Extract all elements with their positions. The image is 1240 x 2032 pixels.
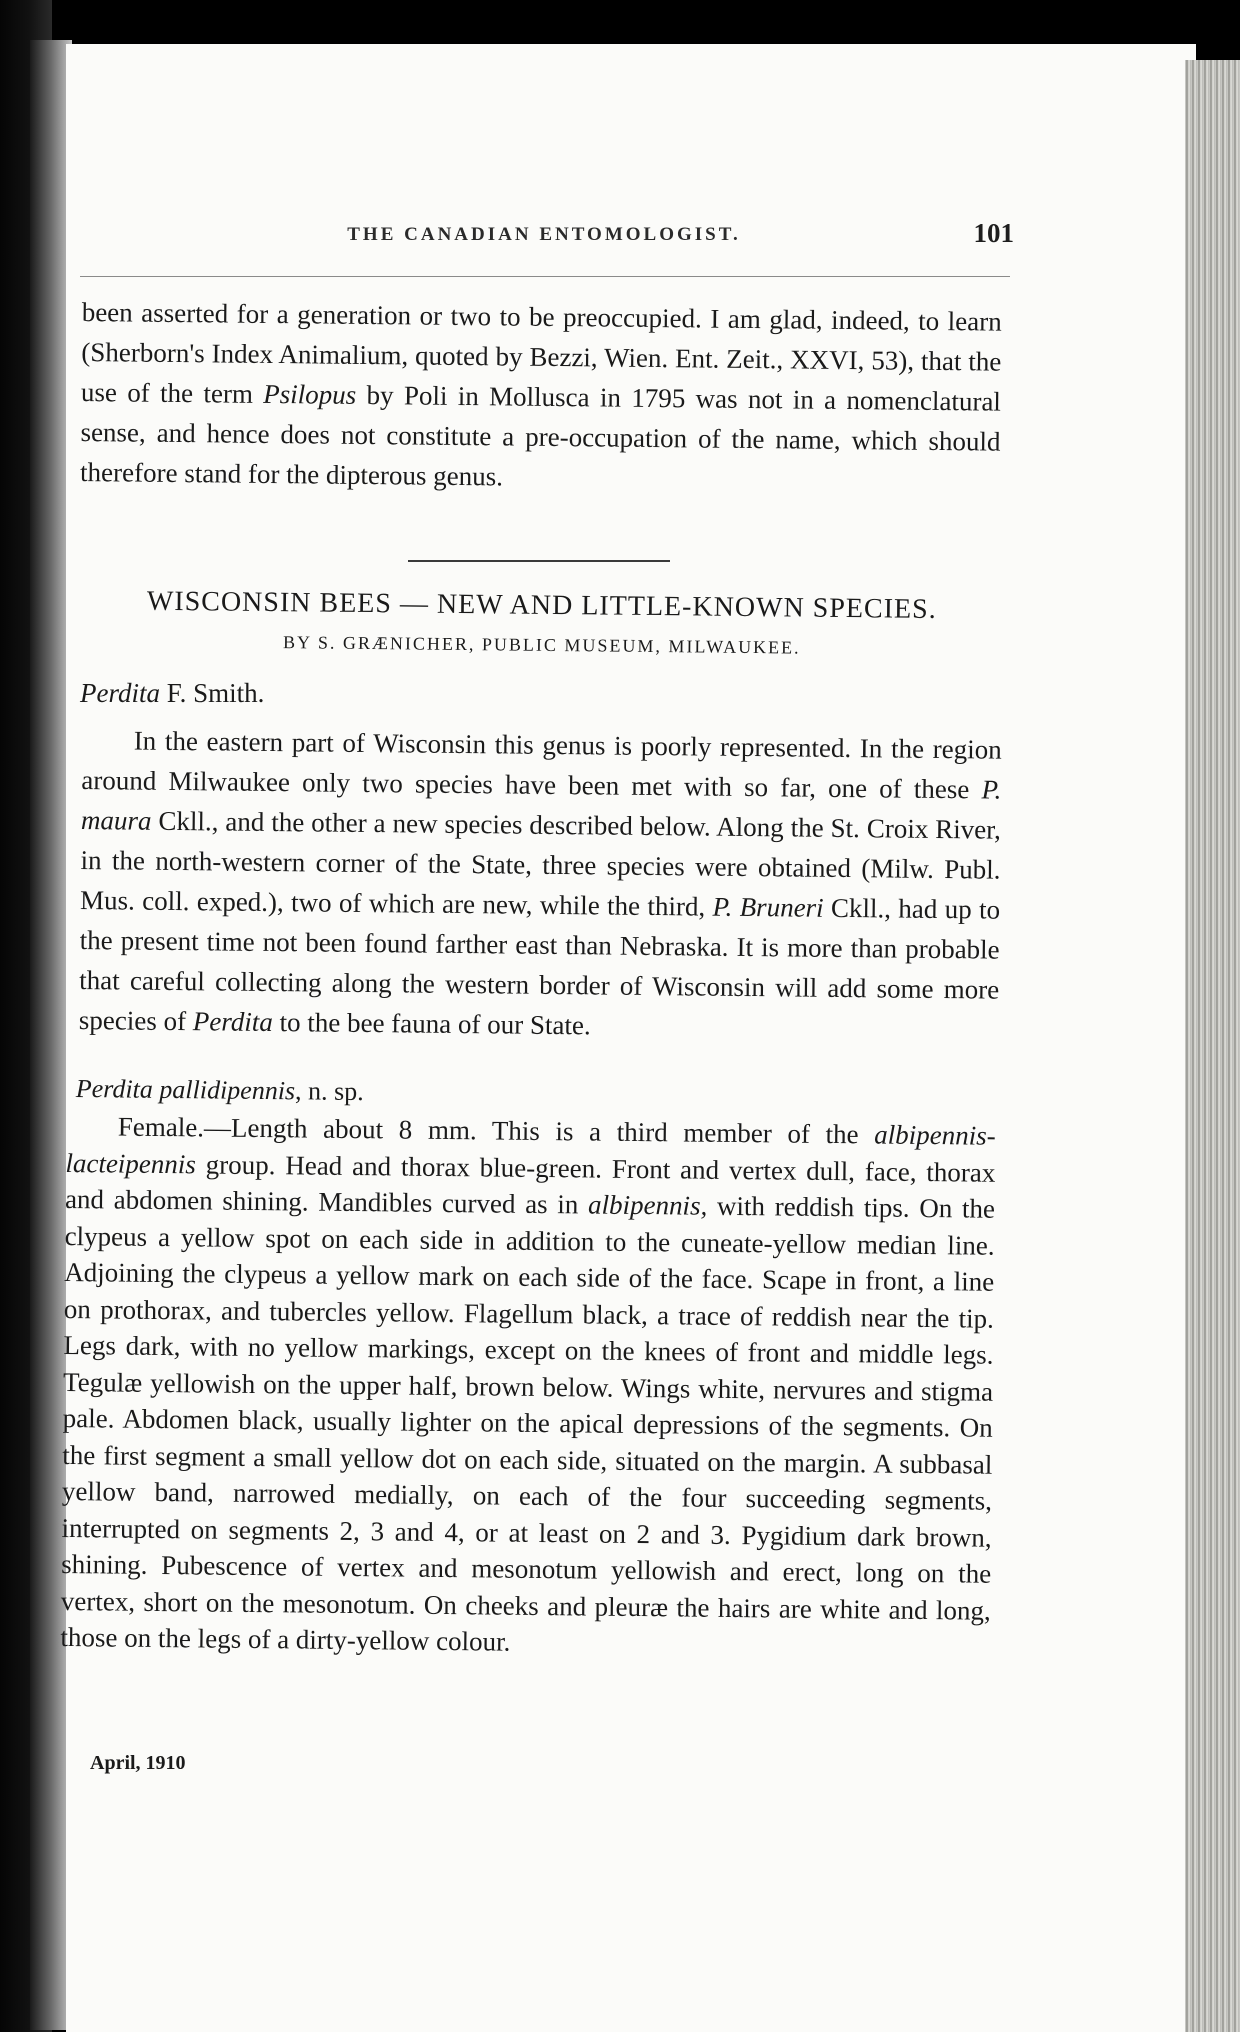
text-run: with reddish tips. On the clypeus a yellow spot on each side in addition to the cuneate-yellow median line. Adjoining the clypeus a yellow mark on each side of the face. Scape in front, a line on prothorax, and tubercles yellow. Flagellum black, a trace of reddish near the tip. Legs dark, with no yellow markings, except on the knees of front and middle legs. Tegulæ yellowish on the upper half, brown below. Wings white, nervures and stigma pale. Abdomen black, usually lighter on the apical depressions of the segments. On the first segment a small yellow dot on each side, situated on the margin. A subbasal yellow band, narrowed medially, on each of the four succeeding segments, interrupted on segments 2, 3 and 4, or at least on 2 and 3. Pygidium dark brown, shining. Pubescence of vertex and mesonotum yellowish and erect, long on the vertex, short on the mesonotum. On cheeks and pleuræ the hairs are white and long, those on the legs of a dirty-yellow colour. [60, 1190, 996, 1657]
article-byline: BY S. GRÆNICHER, PUBLIC MUSEUM, MILWAUKEE. [283, 632, 801, 658]
text-run: Ckll., and the other a new species described below. Along the St. Croix River, in the north-western corner of the State, three species were obtained (Milw. Publ. Mus. coll. exped.), two of which are new, while the third, [79, 805, 1002, 922]
genus-name: Perdita [80, 678, 160, 708]
text-run: to the bee fauna of our State. [272, 1007, 591, 1041]
text-run: Ckll., had up to the present time not been found farther east than Nebraska. It is more than probable that careful collecting along the western border of Wisconsin will add some more species of [78, 892, 1001, 1037]
italic-species: P. Bruneri [712, 891, 824, 923]
species-heading [76, 1074, 364, 1107]
text-run: In the eastern part of Wisconsin this genus is poorly represented. In the region around Milwaukee only two species have been met with so far, one of these [81, 725, 1002, 805]
italic-group: albipennis-lacteipennis [65, 1119, 996, 1179]
intro-paragraph [80, 292, 1002, 502]
text-run: group. Head and thorax blue-green. Front and vertex dull, face, thorax and abdomen shining. Mandibles curved as in [64, 1148, 996, 1220]
species-name: Perdita pallidipennis [75, 1074, 296, 1106]
section-divider [408, 560, 670, 562]
species-description [60, 1108, 996, 1665]
running-header [74, 212, 1014, 252]
journal-title: THE CANADIAN ENTOMOLOGIST. [347, 224, 741, 245]
genus-heading [80, 678, 264, 709]
text-run: Female.—Length about 8 mm. This is a third member of the [117, 1111, 875, 1150]
species-note: , n. sp. [294, 1076, 364, 1107]
italic-species: albipennis, [587, 1189, 708, 1221]
intro-text-part: been asserted for a generation or two to be preoccupied. I am glad, indeed, to learn (Sherborn's Index Animalium, quoted by Bezzi, Wien. Ent. Zeit., XXVI, 53), that the use of the term [80, 296, 1002, 409]
article-title: WISCONSIN BEES — NEW AND LITTLE-KNOWN SPECIES. [146, 585, 937, 625]
italic-species: P. maura [80, 774, 1002, 836]
genus-paragraph [79, 720, 1002, 1050]
italic-term: Psilopus [263, 378, 357, 410]
intro-text-part: by Poli in Mollusca in 1795 was not in a nomenclatural sense, and hence does not constitute a pre-occupation of the name, which should therefore stand for the dipterous genus. [79, 379, 1002, 492]
issue-date: April, 1910 [90, 1752, 186, 1774]
page-number: 101 [973, 218, 1014, 248]
italic-genus: Perdita [192, 1006, 273, 1038]
header-rule [80, 276, 1010, 277]
page-stack-edges [1185, 60, 1240, 2032]
genus-author: F. Smith. [160, 678, 265, 708]
